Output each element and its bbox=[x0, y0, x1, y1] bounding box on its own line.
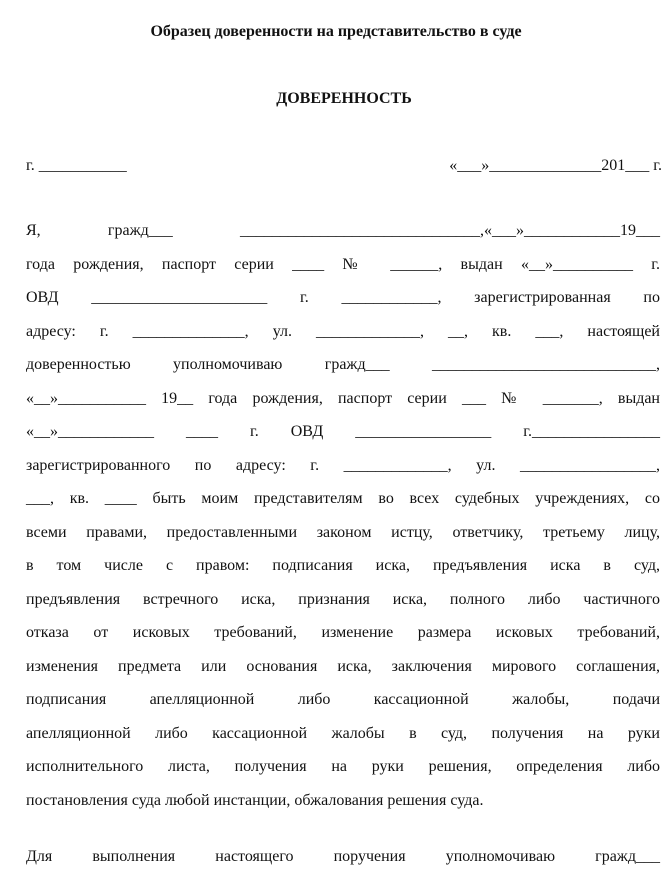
body-line: предъявления встречного иска, признания иска, полного либо частичного bbox=[26, 591, 660, 608]
body-line: всеми правами, предоставленными законом истцу, ответчику, третьему лицу, bbox=[26, 524, 660, 541]
body-line: апелляционной либо кассационной жалобы в суд, получения на руки bbox=[26, 725, 660, 742]
body-line: адресу: г. ______________, ул. _____________, __, кв. ___, настоящей bbox=[26, 323, 660, 340]
body-line: ОВД ______________________ г. ____________, зарегистрированная по bbox=[26, 289, 660, 306]
document-title: Образец доверенности на представительство в суде bbox=[150, 23, 522, 40]
next-paragraph-line: Для выполнения настоящего поручения уполномочиваю гражд___ bbox=[26, 848, 660, 865]
body-line: в том числе с правом: подписания иска, предъявления иска в суд, bbox=[26, 557, 660, 574]
body-line: подписания апелляционной либо кассационной жалобы, подачи bbox=[26, 691, 660, 708]
body-line: «__»____________ ____ г. ОВД _________________ г.________________ bbox=[26, 423, 660, 440]
body-line: года рождения, паспорт серии ____ № ______, выдан «__»__________ г. bbox=[26, 256, 660, 273]
body-line: Я, гражд___ ______________________________,«___»____________19___ bbox=[26, 222, 660, 239]
place-field: г. ___________ bbox=[26, 157, 127, 174]
body-line: «__»___________ 19__ года рождения, паспорт серии ___ № _______, выдан bbox=[26, 390, 660, 407]
date-field: «___»______________201___ г. bbox=[449, 157, 662, 174]
document-heading: ДОВЕРЕННОСТЬ bbox=[276, 90, 412, 107]
body-line: отказа от исковых требований, изменение размера исковых требований, bbox=[26, 624, 660, 641]
body-line: зарегистрированного по адресу: г. _____________, ул. _________________, bbox=[26, 457, 660, 474]
body-line: изменения предмета или основания иска, заключения мирового соглашения, bbox=[26, 658, 660, 675]
body-line: ___, кв. ____ быть моим представителям во всех судебных учреждениях, со bbox=[26, 490, 660, 507]
body-last-line: постановления суда любой инстанции, обжалования решения суда. bbox=[26, 792, 484, 809]
body-line: исполнительного листа, получения на руки решения, определения либо bbox=[26, 758, 660, 775]
body-line: доверенностью уполномочиваю гражд___ ____________________________, bbox=[26, 356, 660, 373]
